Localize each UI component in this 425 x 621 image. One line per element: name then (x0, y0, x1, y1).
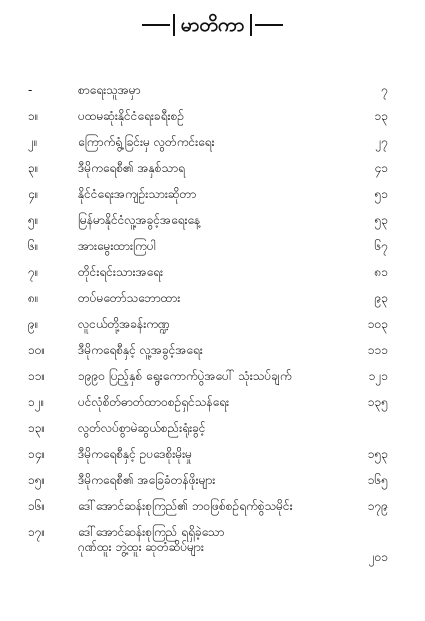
toc-page: ၁၂၁ (368, 369, 388, 383)
toc-title: လူငယ်တို့အခန်းကဏ္ဍ (78, 317, 171, 331)
toc-page: ၇ (381, 83, 388, 97)
toc-number: ၁။ (28, 109, 39, 123)
toc-page: ၂၇ (375, 135, 388, 149)
toc-title: ဒီမိုကရေစီ၏ အခြေခံတန်ဖိုးများ (78, 473, 216, 487)
toc-item (28, 421, 388, 447)
page-title: မာတိကာ (180, 14, 245, 36)
toc-page: ၄၁ (374, 161, 388, 175)
toc-number: ၁၅။ (28, 473, 46, 487)
toc-title: ဒေါ်အောင်ဆန်းစုကြည်၏ ဘဝဖြစ်စဉ်ရက်စွဲသမိုင်း (78, 499, 293, 513)
toc-title: လွတ်လပ်စွာမဲဆွယ်စည်းရုံးခွင့် (78, 421, 206, 435)
toc-item (28, 83, 388, 109)
toc-page: ၁၁၁ (367, 343, 388, 357)
title-bar-left (173, 14, 175, 36)
toc-number: ၁၂။ (28, 395, 45, 409)
toc-number: ၁၆။ (28, 499, 46, 513)
toc-item (28, 343, 388, 369)
toc-page: ၁၇၉ (367, 499, 388, 513)
toc-number: ၁၄။ (28, 447, 46, 461)
toc-item (28, 395, 388, 421)
table-of-contents (28, 83, 388, 565)
toc-title: ပင်လုံစိတ်ဓာတ်ထာဝစဉ်ရှင်သန်ရေး (78, 395, 230, 409)
toc-page: ၆၇ (374, 239, 388, 253)
toc-number: ၃။ (28, 161, 39, 175)
toc-title: ပထမဆုံးနိုင်ငံရေးခရီးစဉ် (78, 109, 185, 123)
toc-item (28, 317, 388, 343)
title-rule-left (142, 24, 170, 26)
toc-item (28, 447, 388, 473)
toc-title: ၁၉၉၀ ပြည့်နှစ် ရွေးကောက်ပွဲအပေါ် သုံးသပ်ချက် (78, 369, 292, 383)
toc-title: မြန်မာနိုင်ငံလူ့အခွင့်အရေးနေ့ (78, 213, 201, 227)
toc-number: ၈။ (28, 291, 39, 305)
toc-item (28, 213, 388, 239)
toc-item (28, 525, 388, 565)
toc-item (28, 499, 388, 525)
toc-page: ၈၁ (374, 265, 388, 279)
toc-item (28, 109, 388, 135)
toc-page: ၁၃ (374, 109, 388, 123)
toc-title: ဒီမိုကရေစီနှင့် ဥပဒေစိုးမိုးမှု (78, 447, 193, 461)
toc-page: ၅၁ (374, 187, 388, 201)
toc-page: ၁၆၅ (367, 473, 388, 487)
toc-page: ၁၅၃ (367, 447, 388, 461)
toc-title: အားမွေးထားကြပါ (78, 239, 156, 253)
toc-item (28, 135, 388, 161)
toc-page: ၅၃ (374, 213, 388, 227)
toc-item (28, 239, 388, 265)
toc-number: ၇။ (28, 265, 39, 279)
toc-number: ၆။ (28, 239, 39, 253)
toc-page: ၁၀၃ (367, 317, 388, 331)
toc-item (28, 291, 388, 317)
toc-item (28, 473, 388, 499)
toc-item (28, 369, 388, 395)
toc-page: ၉၃ (374, 291, 388, 305)
toc-item (28, 161, 388, 187)
toc-number: ၁၀။ (28, 343, 46, 357)
toc-title: ဒီမိုကရေစီနှင့် လူ့အခွင့်အရေး (78, 343, 203, 357)
toc-number: ၉။ (28, 317, 39, 331)
toc-title: နိုင်ငံရေးအကျဉ်းသားဆိုတာ (78, 187, 197, 201)
toc-number: ၁၁။ (28, 369, 46, 383)
toc-number: ၅။ (28, 213, 39, 227)
toc-title: ကြောက်ရွံ့ခြင်းမှ လွတ်ကင်းရေး (78, 135, 215, 149)
title-bar-right (250, 14, 252, 36)
toc-number: ၁၃။ (28, 421, 46, 435)
toc-title: တိုင်းရင်းသားအရေး (78, 265, 164, 279)
title-rule-right (255, 24, 283, 26)
toc-item (28, 265, 388, 291)
toc-number: ၄။ (28, 187, 39, 201)
toc-number: ၂။ (28, 135, 38, 149)
toc-item (28, 187, 388, 213)
toc-title: စာရေးသူအမှာ (78, 83, 141, 97)
toc-page: ၂၀၁ (368, 550, 388, 564)
toc-title: တပ်မတော်သဘောထား (78, 291, 181, 305)
toc-number: - (28, 83, 33, 97)
page-title-block (0, 10, 425, 40)
toc-title: ဒီမိုကရေစီ၏ အနှစ်သာရ (78, 161, 185, 175)
toc-page: ၁၃၅ (367, 395, 388, 409)
toc-number: ၁၇။ (28, 525, 46, 539)
toc-title: ဒေါ်အောင်ဆန်းစုကြည် ရရှိခဲ့သော ဂုဏ်ထူး ဘွဲ့ထူး ဆုတံဆိပ်များ (78, 525, 225, 554)
